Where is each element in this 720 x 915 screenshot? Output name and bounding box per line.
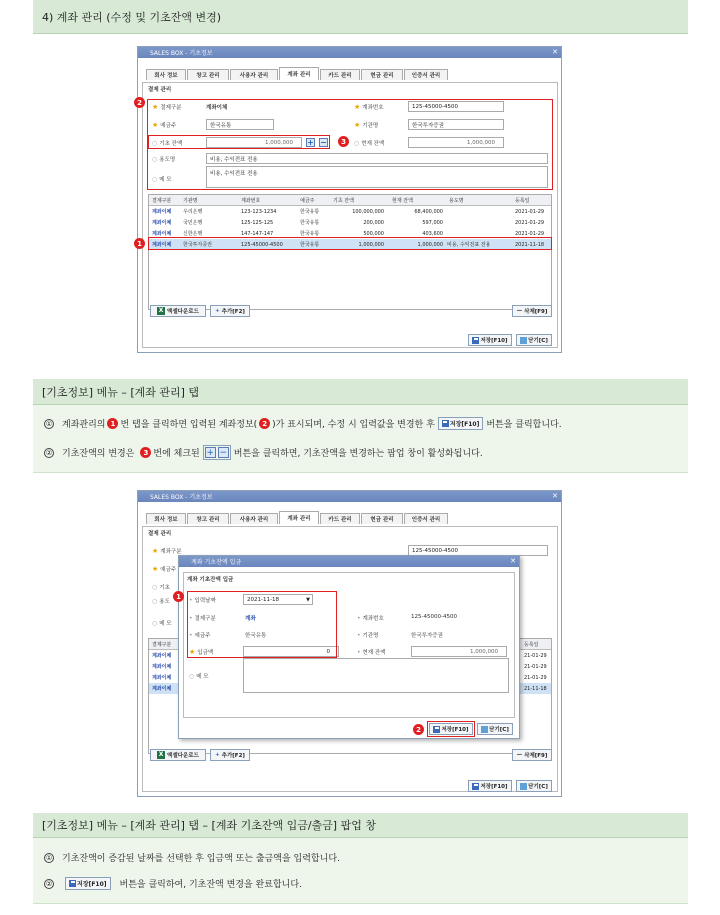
cell: 한국유통 bbox=[300, 209, 320, 215]
group-label: 결제 관리 bbox=[148, 87, 172, 93]
cell: 2021-01-29 bbox=[515, 219, 545, 226]
popup-titlebar bbox=[179, 556, 519, 567]
col-header: 기초 잔액 bbox=[333, 197, 354, 204]
bank-label: 기관명 bbox=[362, 633, 379, 639]
popup-base-balance-deposit bbox=[178, 555, 520, 739]
amount-label: 입금액 bbox=[197, 650, 214, 656]
dot-icon: • bbox=[357, 631, 361, 639]
tab-accounts[interactable]: 계좌 관리 bbox=[279, 511, 319, 524]
step-text: 버튼을 클릭합니다. bbox=[486, 420, 562, 430]
section2-head: [기초정보] 메뉴 – [계좌 관리] 탭 bbox=[42, 385, 200, 399]
holder-label: 예금주 bbox=[160, 123, 177, 129]
base-balance-input: 1,000,000 bbox=[206, 137, 302, 148]
tab-users[interactable]: 사용자 관리 bbox=[230, 69, 278, 80]
cell: 200,000 bbox=[363, 219, 384, 226]
minus-button[interactable]: − bbox=[320, 137, 327, 147]
excel-download-button[interactable] bbox=[150, 305, 206, 317]
memo-input[interactable] bbox=[243, 658, 509, 693]
save-button-example bbox=[65, 877, 111, 890]
cell: 1,000,000 bbox=[358, 241, 384, 248]
tab-certificates[interactable]: 인증서 관리 bbox=[404, 513, 448, 524]
step-text: 기초잔액의 변경은 bbox=[62, 449, 135, 459]
step-text: )가 표시되며, 수정 시 입력값을 변경한 후 bbox=[272, 420, 435, 430]
close-button[interactable] bbox=[516, 334, 552, 346]
callout-2: 2 bbox=[134, 97, 145, 108]
plus-icon: + bbox=[215, 752, 220, 758]
close-icon bbox=[481, 726, 488, 733]
save-icon bbox=[472, 337, 479, 344]
cell: 125-125-125 bbox=[241, 219, 274, 226]
step-text: 버튼을 클릭하여, 기초잔액 변경을 완료합니다. bbox=[119, 880, 302, 890]
account-label: 계좌번호 bbox=[362, 616, 384, 622]
save-label: 저장[F10] bbox=[441, 727, 469, 733]
cell: 계좌이체 bbox=[152, 675, 172, 681]
section3-step2 bbox=[44, 877, 302, 890]
minus-icon: − bbox=[219, 447, 228, 458]
memo-label: 메 모 bbox=[196, 674, 209, 680]
tab-warehouse[interactable]: 창고 관리 bbox=[187, 513, 229, 524]
section2-body bbox=[33, 405, 688, 473]
section3-head-bar bbox=[33, 813, 688, 838]
dot-icon: ○ bbox=[354, 139, 360, 147]
minus-icon: — bbox=[516, 752, 523, 758]
highlight-base-balance bbox=[148, 135, 330, 149]
bank-label: 기관명 bbox=[362, 123, 379, 129]
pay-type-value: 계좌이체 bbox=[206, 105, 228, 111]
popup-title: 계좌 기초잔액 입금 bbox=[191, 559, 242, 566]
window-titlebar bbox=[138, 491, 561, 502]
tab-cards[interactable]: 카드 관리 bbox=[320, 69, 360, 80]
dropdown-icon[interactable]: ▼ bbox=[306, 596, 310, 603]
cell: 1,000,000 bbox=[417, 241, 443, 248]
col-header: 계좌번호 bbox=[241, 197, 261, 204]
section3-body bbox=[33, 838, 688, 904]
date-value: 2021-11-18 bbox=[247, 596, 279, 603]
tab-cash[interactable]: 현금 관리 bbox=[361, 69, 403, 80]
tab-bar bbox=[146, 513, 449, 524]
col-header: 예금주 bbox=[300, 197, 315, 204]
current-balance-input: 1,000,000 bbox=[408, 137, 504, 148]
memo-label: 메 모 bbox=[159, 177, 172, 183]
tab-warehouse[interactable]: 창고 관리 bbox=[187, 69, 229, 80]
star-icon: ★ bbox=[354, 103, 361, 111]
add-label: 추가[F2] bbox=[221, 753, 245, 759]
popup-group-label: 계좌 기초잔액 입금 bbox=[187, 577, 234, 583]
tab-accounts[interactable]: 계좌 관리 bbox=[279, 67, 319, 80]
bank-input[interactable]: 한국투자증권 bbox=[408, 119, 504, 130]
add-label: 추가[F2] bbox=[221, 309, 245, 315]
cell: 한국유통 bbox=[300, 220, 320, 226]
save-button[interactable] bbox=[468, 780, 512, 792]
dot-icon: ○ bbox=[152, 619, 158, 627]
cell: 2021-11-18 bbox=[515, 241, 545, 248]
cell: 국민은행 bbox=[183, 220, 203, 226]
cell: 계좌이체 bbox=[152, 220, 172, 226]
account-no-label: 계좌번호 bbox=[362, 105, 384, 111]
col-header: 기관명 bbox=[183, 197, 198, 204]
cell: 597,000 bbox=[422, 219, 443, 226]
bg-label: 기초 bbox=[159, 585, 170, 591]
account-value: 125-45000-4500 bbox=[411, 614, 457, 620]
cell: 계좌이체 bbox=[152, 664, 172, 670]
col-header: 용도명 bbox=[449, 197, 464, 204]
close-button[interactable] bbox=[516, 780, 552, 792]
current-label: 현재 잔액 bbox=[362, 650, 386, 656]
cell: 계좌이체 bbox=[152, 686, 172, 692]
cell: 신한은행 bbox=[183, 231, 203, 237]
highlight-popup-save bbox=[427, 721, 475, 737]
step-number: ① bbox=[45, 419, 53, 428]
step-text: 번에 체크된 bbox=[153, 449, 200, 459]
close-icon[interactable]: ✕ bbox=[552, 48, 558, 56]
holder-input[interactable]: 한국유통 bbox=[206, 119, 274, 130]
excel-download-label: 엑셀다운로드 bbox=[167, 309, 199, 315]
callout-3: 3 bbox=[338, 136, 349, 147]
usage-input[interactable]: 비용, 수익전표 전용 bbox=[206, 153, 548, 164]
tab-company[interactable]: 회사 정보 bbox=[146, 513, 186, 524]
step-text: 버튼을 클릭하면, 기초잔액을 변경하는 팝업 창이 활성화됩니다. bbox=[233, 449, 483, 459]
cell: 우리은행 bbox=[183, 209, 203, 215]
add-button[interactable] bbox=[210, 749, 250, 761]
cell: 125-45000-4500 bbox=[241, 241, 283, 248]
step-text: 계좌관리의 bbox=[62, 420, 106, 430]
section2-step1 bbox=[44, 417, 562, 430]
dot-icon: ○ bbox=[189, 672, 195, 680]
minus-icon: — bbox=[516, 308, 523, 314]
cell: 68,400,000 bbox=[414, 208, 443, 215]
cell: 비용, 수익전표 전용 bbox=[447, 242, 491, 248]
close-icon[interactable]: ✕ bbox=[510, 557, 516, 565]
dot-icon: ○ bbox=[152, 583, 158, 591]
cell: 계좌이체 bbox=[152, 209, 172, 215]
cell: 21-11-18 bbox=[524, 685, 547, 692]
cell: 21-01-29 bbox=[524, 652, 547, 659]
cell: 403,600 bbox=[422, 230, 443, 237]
plus-icon: + bbox=[206, 447, 215, 458]
star-icon: ★ bbox=[152, 103, 159, 111]
dot-icon: • bbox=[189, 631, 193, 639]
cell: 21-01-29 bbox=[524, 674, 547, 681]
callout-1: 1 bbox=[173, 591, 184, 602]
bg-account-input: 125-45000-4500 bbox=[408, 545, 548, 556]
cell: 100,000,000 bbox=[352, 208, 384, 215]
col-header: 등록일 bbox=[524, 641, 539, 648]
cell: 2021-01-29 bbox=[515, 230, 545, 237]
callout-2: 2 bbox=[413, 724, 424, 735]
highlight-row bbox=[148, 237, 552, 250]
col-header: 현재 잔액 bbox=[392, 197, 413, 204]
dot-icon: • bbox=[357, 648, 361, 656]
close-icon bbox=[520, 783, 527, 790]
star-icon: ★ bbox=[189, 648, 196, 656]
bg-label: 계좌구분 bbox=[160, 549, 182, 555]
close-label: 닫기[C] bbox=[528, 784, 548, 790]
pay-type-value: 계좌 bbox=[245, 616, 256, 622]
excel-icon: X bbox=[158, 307, 164, 314]
pay-type-label: 결제구분 bbox=[194, 616, 216, 622]
col-header: 결제구분 bbox=[152, 641, 172, 648]
tab-certificates[interactable]: 인증서 관리 bbox=[404, 69, 448, 80]
cell: 계좌이체 bbox=[152, 653, 172, 659]
save-icon bbox=[472, 783, 479, 790]
date-label: 입력날짜 bbox=[194, 598, 216, 604]
window-titlebar bbox=[138, 47, 561, 58]
window-title: SALES BOX - 기초정보 bbox=[150, 50, 213, 57]
window-basic-info bbox=[137, 46, 562, 353]
close-label: 닫기[C] bbox=[528, 338, 548, 344]
callout-3: 3 bbox=[140, 447, 151, 458]
delete-button[interactable] bbox=[512, 749, 552, 761]
current-balance-label: 현재 잔액 bbox=[361, 141, 385, 147]
tab-users[interactable]: 사용자 관리 bbox=[230, 513, 278, 524]
close-icon bbox=[520, 337, 527, 344]
cell: 한국유통 bbox=[300, 231, 320, 237]
memo-input[interactable]: 비용, 수익전표 전용 bbox=[206, 166, 548, 188]
plus-button[interactable]: + bbox=[307, 137, 314, 147]
cell: 123-123-1234 bbox=[241, 208, 277, 215]
save-icon bbox=[442, 420, 449, 427]
section3-head: [기초정보] 메뉴 – [계좌 관리] 탭 – [계좌 기초잔액 입금/출금] 팝업 창 bbox=[42, 819, 376, 832]
group-label: 결제 관리 bbox=[148, 531, 172, 537]
table-header bbox=[149, 195, 551, 206]
account-table bbox=[148, 194, 552, 310]
bg-label: 메 모 bbox=[159, 621, 172, 627]
cell: 계좌이체 bbox=[152, 231, 172, 237]
close-icon[interactable]: ✕ bbox=[552, 492, 558, 500]
bg-label: 예금주 bbox=[160, 567, 177, 573]
callout-1: 1 bbox=[107, 418, 118, 429]
excel-download-button[interactable] bbox=[150, 749, 206, 761]
cell: 2021-01-29 bbox=[515, 208, 545, 215]
section-title: 4) 계좌 관리 (수정 및 기초잔액 변경) bbox=[42, 10, 221, 24]
dot-icon: ○ bbox=[152, 155, 158, 163]
save-button[interactable] bbox=[468, 334, 512, 346]
tab-cards[interactable]: 카드 관리 bbox=[320, 513, 360, 524]
dot-icon: ○ bbox=[152, 139, 158, 147]
account-no-input[interactable]: 125-45000-4500 bbox=[408, 101, 504, 112]
plus-icon: + bbox=[215, 308, 220, 314]
section-title-bar bbox=[33, 0, 688, 34]
holder-label: 예금주 bbox=[194, 633, 211, 639]
step-number: ② bbox=[45, 879, 53, 888]
window-basic-info-2 bbox=[137, 490, 562, 797]
holder-value: 한국유통 bbox=[245, 633, 267, 639]
step-text: 번 탭을 클릭하면 입력된 계좌정보( bbox=[120, 420, 258, 430]
table-row[interactable] bbox=[149, 206, 551, 217]
current-input: 1,000,000 bbox=[411, 646, 507, 657]
dot-icon: • bbox=[189, 614, 193, 622]
tab-cash[interactable]: 현금 관리 bbox=[361, 513, 403, 524]
section2-step2 bbox=[44, 445, 483, 460]
popup-close-button[interactable] bbox=[477, 723, 513, 735]
cell: 한국투자증권 bbox=[183, 242, 212, 248]
cell: 500,000 bbox=[363, 230, 384, 237]
save-button-example bbox=[438, 417, 484, 430]
step-number: ② bbox=[45, 448, 53, 457]
delete-button[interactable] bbox=[512, 305, 552, 317]
bg-label: 용도 bbox=[159, 599, 170, 605]
window-title: SALES BOX - 기초정보 bbox=[150, 494, 213, 501]
usage-label: 용도명 bbox=[159, 157, 176, 163]
step-number: ① bbox=[45, 853, 53, 862]
step-text: 기초잔액이 증감된 날짜를 선택한 후 입금액 또는 출금액을 입력합니다. bbox=[62, 854, 340, 864]
dot-icon: ○ bbox=[152, 597, 158, 605]
table-row[interactable] bbox=[149, 217, 551, 228]
col-header: 등록일 bbox=[515, 197, 530, 204]
dot-icon: • bbox=[357, 614, 361, 622]
star-icon: ★ bbox=[354, 121, 361, 129]
save-label: 저장[F10] bbox=[449, 421, 480, 428]
excel-icon: X bbox=[158, 751, 164, 758]
delete-label: 삭제[F9] bbox=[524, 309, 548, 315]
tab-bar bbox=[146, 69, 449, 80]
callout-2: 2 bbox=[259, 418, 270, 429]
callout-1: 1 bbox=[134, 238, 145, 249]
delete-label: 삭제[F9] bbox=[524, 753, 548, 759]
excel-download-label: 엑셀다운로드 bbox=[167, 753, 199, 759]
cell: 147-147-147 bbox=[241, 230, 274, 237]
star-icon: ★ bbox=[152, 121, 159, 129]
close-label: 닫기[C] bbox=[489, 727, 509, 733]
save-label: 저장[F10] bbox=[77, 881, 107, 888]
tab-company[interactable]: 회사 정보 bbox=[146, 69, 186, 80]
highlight-popup-form bbox=[187, 591, 337, 658]
bank-value: 한국투자증권 bbox=[411, 633, 443, 639]
add-button[interactable] bbox=[210, 305, 250, 317]
cell: 계좌이체 bbox=[152, 242, 172, 248]
pay-type-label: 결제구분 bbox=[160, 105, 182, 111]
plus-minus-example bbox=[203, 445, 231, 460]
dot-icon: • bbox=[189, 596, 193, 604]
amount-input[interactable]: 0 bbox=[243, 646, 339, 657]
section2-head-bar bbox=[33, 379, 688, 405]
star-icon: ★ bbox=[152, 565, 159, 573]
save-label: 저장[F10] bbox=[480, 338, 508, 344]
star-icon: ★ bbox=[152, 547, 159, 555]
col-header: 결제구분 bbox=[152, 197, 172, 204]
dot-icon: ○ bbox=[152, 175, 158, 183]
base-balance-label: 기초 잔액 bbox=[159, 141, 183, 147]
save-label: 저장[F10] bbox=[480, 784, 508, 790]
cell: 21-01-29 bbox=[524, 663, 547, 670]
cell: 한국유통 bbox=[300, 242, 320, 248]
section3-step1 bbox=[44, 851, 340, 864]
save-icon bbox=[69, 880, 76, 887]
